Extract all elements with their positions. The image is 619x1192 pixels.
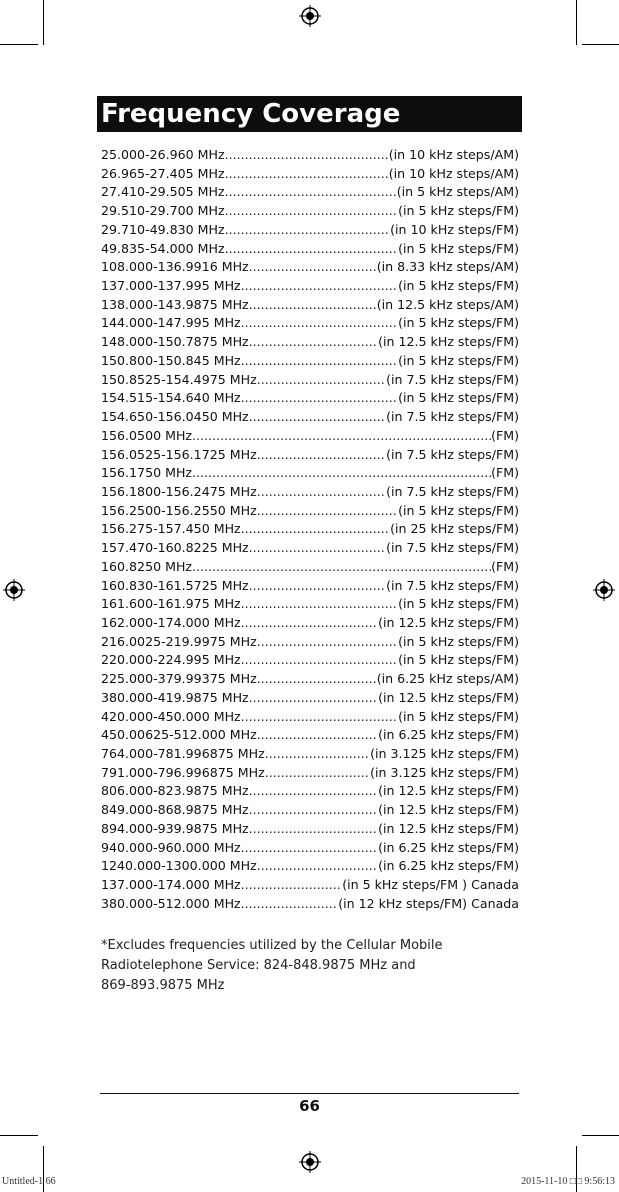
frequency-range: 220.000-224.995 MHz bbox=[101, 652, 241, 668]
step-size: (in 12 kHz steps/FM) Canada bbox=[338, 895, 519, 911]
step-size: (in 6.25 kHz steps/FM) bbox=[378, 858, 519, 874]
frequency-range: 148.000-150.7875 MHz bbox=[101, 334, 249, 350]
frequency-row bbox=[101, 258, 519, 277]
dot-leader bbox=[257, 502, 398, 521]
footer-divider bbox=[100, 1093, 519, 1094]
dot-leader bbox=[257, 670, 377, 689]
frequency-row bbox=[101, 577, 519, 596]
frequency-range: 380.000-419.9875 MHz bbox=[101, 689, 249, 705]
dot-leader bbox=[249, 820, 378, 839]
frequency-range: 161.600-161.975 MHz bbox=[101, 596, 241, 612]
frequency-range: 940.000-960.000 MHz bbox=[101, 839, 241, 855]
frequency-range: 29.710-49.830 MHz bbox=[101, 221, 225, 237]
step-size: (in 6.25 kHz steps/FM) bbox=[378, 839, 519, 855]
step-size: (in 7.5 kHz steps/FM) bbox=[386, 540, 519, 556]
frequency-row bbox=[101, 745, 519, 764]
frequency-row bbox=[101, 633, 519, 652]
footnote bbox=[101, 936, 521, 996]
frequency-row bbox=[101, 389, 519, 408]
step-size: (in 5 kHz steps/FM) bbox=[398, 633, 519, 649]
dot-leader bbox=[265, 764, 370, 783]
dot-leader bbox=[241, 352, 398, 371]
dot-leader bbox=[249, 296, 377, 315]
page-title: Frequency Coverage bbox=[97, 96, 522, 132]
step-size: (in 5 kHz steps/FM) bbox=[398, 315, 519, 331]
step-size: (in 12.5 kHz steps/FM) bbox=[378, 614, 519, 630]
frequency-range: 144.000-147.995 MHz bbox=[101, 315, 241, 331]
frequency-row bbox=[101, 146, 519, 165]
dot-leader bbox=[241, 895, 339, 914]
step-size: (in 12.5 kHz steps/FM) bbox=[378, 783, 519, 799]
frequency-row bbox=[101, 408, 519, 427]
step-size: (in 5 kHz steps/FM) bbox=[398, 352, 519, 368]
registration-mark-icon bbox=[299, 5, 321, 27]
frequency-range: 156.2500-156.2550 MHz bbox=[101, 502, 257, 518]
dot-leader bbox=[241, 389, 398, 408]
frequency-row bbox=[101, 708, 519, 727]
crop-mark bbox=[582, 1135, 619, 1136]
frequency-row bbox=[101, 314, 519, 333]
frequency-range: 1240.000-1300.000 MHz bbox=[101, 858, 257, 874]
step-size: (in 5 kHz steps/FM) bbox=[398, 502, 519, 518]
frequency-row bbox=[101, 277, 519, 296]
dot-leader bbox=[257, 857, 378, 876]
frequency-row bbox=[101, 352, 519, 371]
frequency-range: 154.515-154.640 MHz bbox=[101, 390, 241, 406]
step-size: (in 3.125 kHz steps/FM) bbox=[370, 764, 519, 780]
frequency-range: 154.650-156.0450 MHz bbox=[101, 409, 249, 425]
page-number: 66 bbox=[299, 1097, 320, 1115]
frequency-row bbox=[101, 464, 519, 483]
step-size: (in 5 kHz steps/FM ) Canada bbox=[342, 877, 519, 893]
crop-mark bbox=[43, 0, 44, 45]
frequency-row bbox=[101, 857, 519, 876]
frequency-range: 156.1750 MHz bbox=[101, 465, 193, 481]
dot-leader bbox=[249, 689, 378, 708]
frequency-row bbox=[101, 895, 519, 914]
dot-leader bbox=[241, 708, 398, 727]
frequency-list bbox=[101, 146, 519, 913]
step-size: (in 25 kHz steps/FM) bbox=[390, 521, 519, 537]
dot-leader bbox=[225, 165, 389, 184]
frequency-range: 160.8250 MHz bbox=[101, 558, 193, 574]
dot-leader bbox=[192, 427, 491, 446]
frequency-row bbox=[101, 483, 519, 502]
frequency-row bbox=[101, 801, 519, 820]
dot-leader bbox=[249, 539, 386, 558]
frequency-row bbox=[101, 764, 519, 783]
footnote-line: Radiotelephone Service: 824-848.9875 MHz and bbox=[101, 958, 416, 973]
frequency-range: 225.000-379.99375 MHz bbox=[101, 671, 257, 687]
step-size: (in 5 kHz steps/AM) bbox=[396, 184, 519, 200]
frequency-row bbox=[101, 371, 519, 390]
frequency-row bbox=[101, 539, 519, 558]
frequency-row bbox=[101, 502, 519, 521]
dot-leader bbox=[249, 333, 378, 352]
frequency-row bbox=[101, 670, 519, 689]
dot-leader bbox=[225, 202, 399, 221]
dot-leader bbox=[225, 146, 389, 165]
frequency-row bbox=[101, 782, 519, 801]
registration-mark-icon bbox=[299, 1151, 321, 1173]
dot-leader bbox=[257, 483, 386, 502]
step-size: (in 7.5 kHz steps/FM) bbox=[386, 409, 519, 425]
step-size: (FM) bbox=[491, 427, 519, 443]
frequency-row bbox=[101, 614, 519, 633]
print-slug-left: Untitled-1 66 bbox=[2, 1176, 56, 1187]
frequency-row bbox=[101, 689, 519, 708]
frequency-row bbox=[101, 520, 519, 539]
print-slug-right: 2015-11-10 □□ 9:56:13 bbox=[521, 1176, 615, 1187]
frequency-row bbox=[101, 183, 519, 202]
frequency-range: 450.00625-512.000 MHz bbox=[101, 727, 257, 743]
step-size: (in 5 kHz steps/FM) bbox=[398, 240, 519, 256]
frequency-range: 156.275-157.450 MHz bbox=[101, 521, 241, 537]
step-size: (in 3.125 kHz steps/FM) bbox=[370, 746, 519, 761]
dot-leader bbox=[241, 314, 398, 333]
frequency-row bbox=[101, 876, 519, 895]
dot-leader bbox=[249, 408, 386, 427]
crop-mark bbox=[0, 44, 38, 45]
frequency-range: 156.1800-156.2475 MHz bbox=[101, 483, 257, 499]
step-size: (in 7.5 kHz steps/FM) bbox=[386, 483, 519, 499]
footnote-line: *Excludes frequencies utilized by the Cellular Mobile bbox=[101, 938, 443, 953]
frequency-row bbox=[101, 427, 519, 446]
frequency-range: 216.0025-219.9975 MHz bbox=[101, 633, 257, 649]
dot-leader bbox=[257, 633, 398, 652]
dot-leader bbox=[241, 651, 398, 670]
frequency-range: 420.000-450.000 MHz bbox=[101, 708, 241, 724]
dot-leader bbox=[241, 614, 378, 633]
dot-leader bbox=[249, 577, 386, 596]
step-size: (in 12.5 kHz steps/FM) bbox=[378, 820, 519, 836]
dot-leader bbox=[257, 726, 378, 745]
step-size: (in 5 kHz steps/FM) bbox=[398, 390, 519, 406]
dot-leader bbox=[257, 371, 386, 390]
step-size: (in 6.25 kHz steps/AM) bbox=[376, 671, 519, 687]
step-size: (in 5 kHz steps/FM) bbox=[398, 652, 519, 668]
frequency-range: 849.000-868.9875 MHz bbox=[101, 802, 249, 818]
step-size: (in 10 kHz steps/AM) bbox=[388, 165, 519, 181]
dot-leader bbox=[192, 464, 491, 483]
frequency-range: 380.000-512.000 MHz bbox=[101, 895, 241, 911]
dot-leader bbox=[241, 839, 378, 858]
frequency-row bbox=[101, 165, 519, 184]
step-size: (FM) bbox=[491, 558, 519, 574]
frequency-range: 27.410-29.505 MHz bbox=[101, 184, 225, 200]
step-size: (in 12.5 kHz steps/FM) bbox=[378, 689, 519, 705]
dot-leader bbox=[241, 277, 398, 296]
frequency-range: 29.510-29.700 MHz bbox=[101, 203, 225, 219]
crop-mark bbox=[582, 44, 619, 45]
frequency-row bbox=[101, 726, 519, 745]
frequency-range: 806.000-823.9875 MHz bbox=[101, 783, 249, 799]
frequency-row bbox=[101, 446, 519, 465]
frequency-range: 764.000-781.996875 MHz bbox=[101, 746, 265, 761]
step-size: (in 7.5 kHz steps/FM) bbox=[386, 446, 519, 462]
frequency-range: 791.000-796.996875 MHz bbox=[101, 764, 265, 780]
step-size: (in 10 kHz steps/FM) bbox=[390, 221, 519, 237]
step-size: (in 12.5 kHz steps/FM) bbox=[378, 802, 519, 818]
crop-mark bbox=[576, 0, 577, 45]
frequency-row bbox=[101, 240, 519, 259]
frequency-range: 156.0525-156.1725 MHz bbox=[101, 446, 257, 462]
dot-leader bbox=[249, 801, 378, 820]
dot-leader bbox=[249, 258, 377, 277]
frequency-range: 49.835-54.000 MHz bbox=[101, 240, 225, 256]
frequency-range: 157.470-160.8225 MHz bbox=[101, 540, 249, 556]
step-size: (in 5 kHz steps/FM) bbox=[398, 278, 519, 294]
dot-leader bbox=[241, 876, 343, 895]
step-size: (in 5 kHz steps/FM) bbox=[398, 596, 519, 612]
frequency-row bbox=[101, 296, 519, 315]
dot-leader bbox=[225, 240, 399, 259]
frequency-range: 162.000-174.000 MHz bbox=[101, 614, 241, 630]
dot-leader bbox=[265, 745, 370, 764]
frequency-row bbox=[101, 333, 519, 352]
step-size: (in 5 kHz steps/FM) bbox=[398, 203, 519, 219]
step-size: (in 12.5 kHz steps/FM) bbox=[378, 334, 519, 350]
frequency-range: 894.000-939.9875 MHz bbox=[101, 820, 249, 836]
frequency-row bbox=[101, 595, 519, 614]
frequency-row bbox=[101, 558, 519, 577]
frequency-range: 160.830-161.5725 MHz bbox=[101, 577, 249, 593]
step-size: (in 5 kHz steps/FM) bbox=[398, 708, 519, 724]
frequency-range: 25.000-26.960 MHz bbox=[101, 147, 225, 162]
step-size: (in 8.33 kHz steps/AM) bbox=[376, 259, 519, 275]
dot-leader bbox=[241, 520, 390, 539]
frequency-row bbox=[101, 839, 519, 858]
step-size: (FM) bbox=[491, 465, 519, 481]
frequency-row bbox=[101, 820, 519, 839]
step-size: (in 7.5 kHz steps/FM) bbox=[386, 371, 519, 387]
frequency-range: 137.000-137.995 MHz bbox=[101, 278, 241, 294]
frequency-range: 150.8525-154.4975 MHz bbox=[101, 371, 257, 387]
dot-leader bbox=[225, 183, 397, 202]
frequency-range: 156.0500 MHz bbox=[101, 427, 193, 443]
frequency-range: 26.965-27.405 MHz bbox=[101, 165, 225, 181]
registration-mark-icon bbox=[593, 579, 615, 601]
step-size: (in 6.25 kHz steps/FM) bbox=[378, 727, 519, 743]
frequency-range: 108.000-136.9916 MHz bbox=[101, 259, 249, 275]
frequency-row bbox=[101, 202, 519, 221]
step-size: (in 12.5 kHz steps/AM) bbox=[376, 296, 519, 312]
dot-leader bbox=[257, 446, 386, 465]
dot-leader bbox=[192, 558, 491, 577]
frequency-range: 150.800-150.845 MHz bbox=[101, 352, 241, 368]
frequency-row bbox=[101, 651, 519, 670]
step-size: (in 10 kHz steps/AM) bbox=[388, 147, 519, 162]
dot-leader bbox=[225, 221, 390, 240]
registration-mark-icon bbox=[3, 579, 25, 601]
crop-mark bbox=[0, 1135, 38, 1136]
dot-leader bbox=[241, 595, 398, 614]
frequency-range: 137.000-174.000 MHz bbox=[101, 877, 241, 893]
step-size: (in 7.5 kHz steps/FM) bbox=[386, 577, 519, 593]
dot-leader bbox=[249, 782, 378, 801]
footnote-line: 869-893.9875 MHz bbox=[101, 978, 225, 993]
frequency-range: 138.000-143.9875 MHz bbox=[101, 296, 249, 312]
frequency-row bbox=[101, 221, 519, 240]
